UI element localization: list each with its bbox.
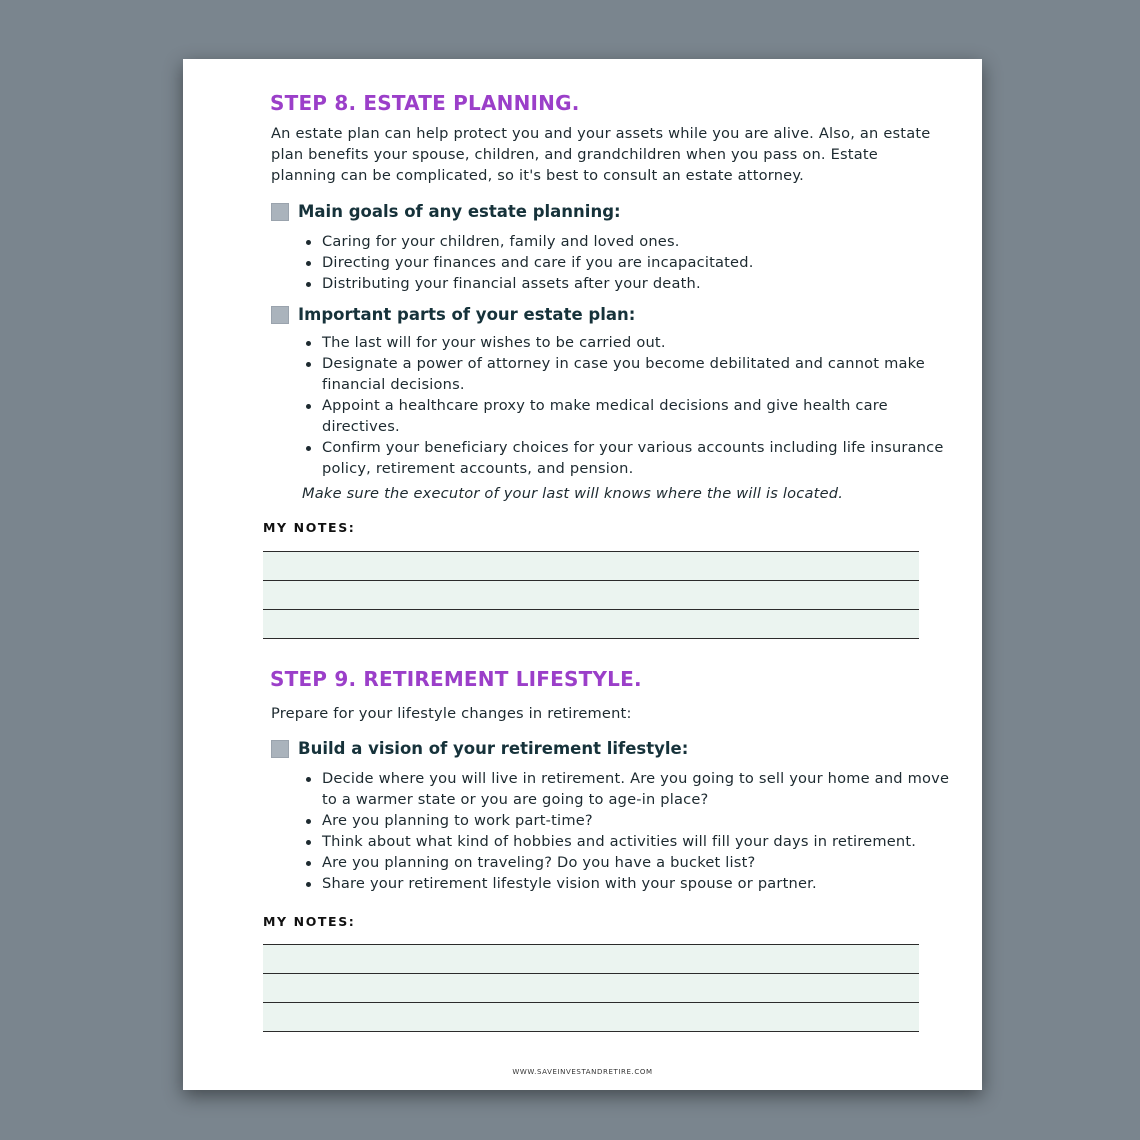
worksheet-page [183, 59, 982, 1090]
step8-title: STEP 8. ESTATE PLANNING. [270, 91, 580, 115]
vision-heading: Build a vision of your retirement lifestyle: [298, 739, 689, 758]
list-item: Share your retirement lifestyle vision with your spouse or partner. [304, 873, 951, 894]
step9-notes-area[interactable] [263, 944, 919, 1032]
note-line[interactable] [263, 580, 919, 609]
list-item: Caring for your children, family and loved ones. [304, 231, 951, 252]
website-footer: WWW.SAVEINVESTANDRETIRE.COM [512, 1068, 653, 1076]
step8-notes-label: MY NOTES: [263, 520, 356, 535]
parts-heading: Important parts of your estate plan: [298, 305, 636, 324]
list-item: Think about what kind of hobbies and activities will fill your days in retirement. [304, 831, 951, 852]
step9-vision-section [271, 738, 951, 894]
goals-checkbox[interactable] [271, 203, 289, 221]
parts-checkbox[interactable] [271, 306, 289, 324]
list-item: Are you planning on traveling? Do you have a bucket list? [304, 852, 951, 873]
note-line[interactable] [263, 1002, 919, 1032]
list-item: Distributing your financial assets after your death. [304, 273, 951, 294]
step8-parts-section [271, 304, 951, 479]
note-line[interactable] [263, 609, 919, 639]
parts-list [271, 332, 951, 479]
note-line[interactable] [263, 551, 919, 580]
step9-notes-label: MY NOTES: [263, 914, 356, 929]
note-line[interactable] [263, 944, 919, 973]
executor-note: Make sure the executor of your last will knows where the will is located. [302, 485, 844, 502]
goals-heading: Main goals of any estate planning: [298, 202, 621, 221]
step8-intro: An estate plan can help protect you and your assets while you are alive. Also, an estate plan benefits your spouse, children, and grandchildren when you pass on. Estate planning can be complicated, so it's best to consult an estate attorney. [271, 125, 931, 184]
step8-goals-section [271, 201, 951, 294]
vision-list [271, 768, 951, 894]
list-item: Are you planning to work part-time? [304, 810, 951, 831]
vision-checkbox[interactable] [271, 740, 289, 758]
list-item: The last will for your wishes to be carried out. [304, 332, 951, 353]
step8-notes-area[interactable] [263, 551, 919, 639]
step9-title: STEP 9. RETIREMENT LIFESTYLE. [270, 667, 642, 691]
step9-intro: Prepare for your lifestyle changes in retirement: [271, 705, 632, 722]
goals-list [271, 231, 951, 294]
list-item: Confirm your beneficiary choices for your various accounts including life insurance policy, retirement accounts, and pension. [304, 437, 951, 479]
list-item: Appoint a healthcare proxy to make medical decisions and give health care directives. [304, 395, 951, 437]
note-line[interactable] [263, 973, 919, 1002]
list-item: Decide where you will live in retirement. Are you going to sell your home and move to a warmer state or you are going to age-in place? [304, 768, 951, 810]
list-item: Designate a power of attorney in case you become debilitated and cannot make financial decisions. [304, 353, 951, 395]
list-item: Directing your finances and care if you are incapacitated. [304, 252, 951, 273]
